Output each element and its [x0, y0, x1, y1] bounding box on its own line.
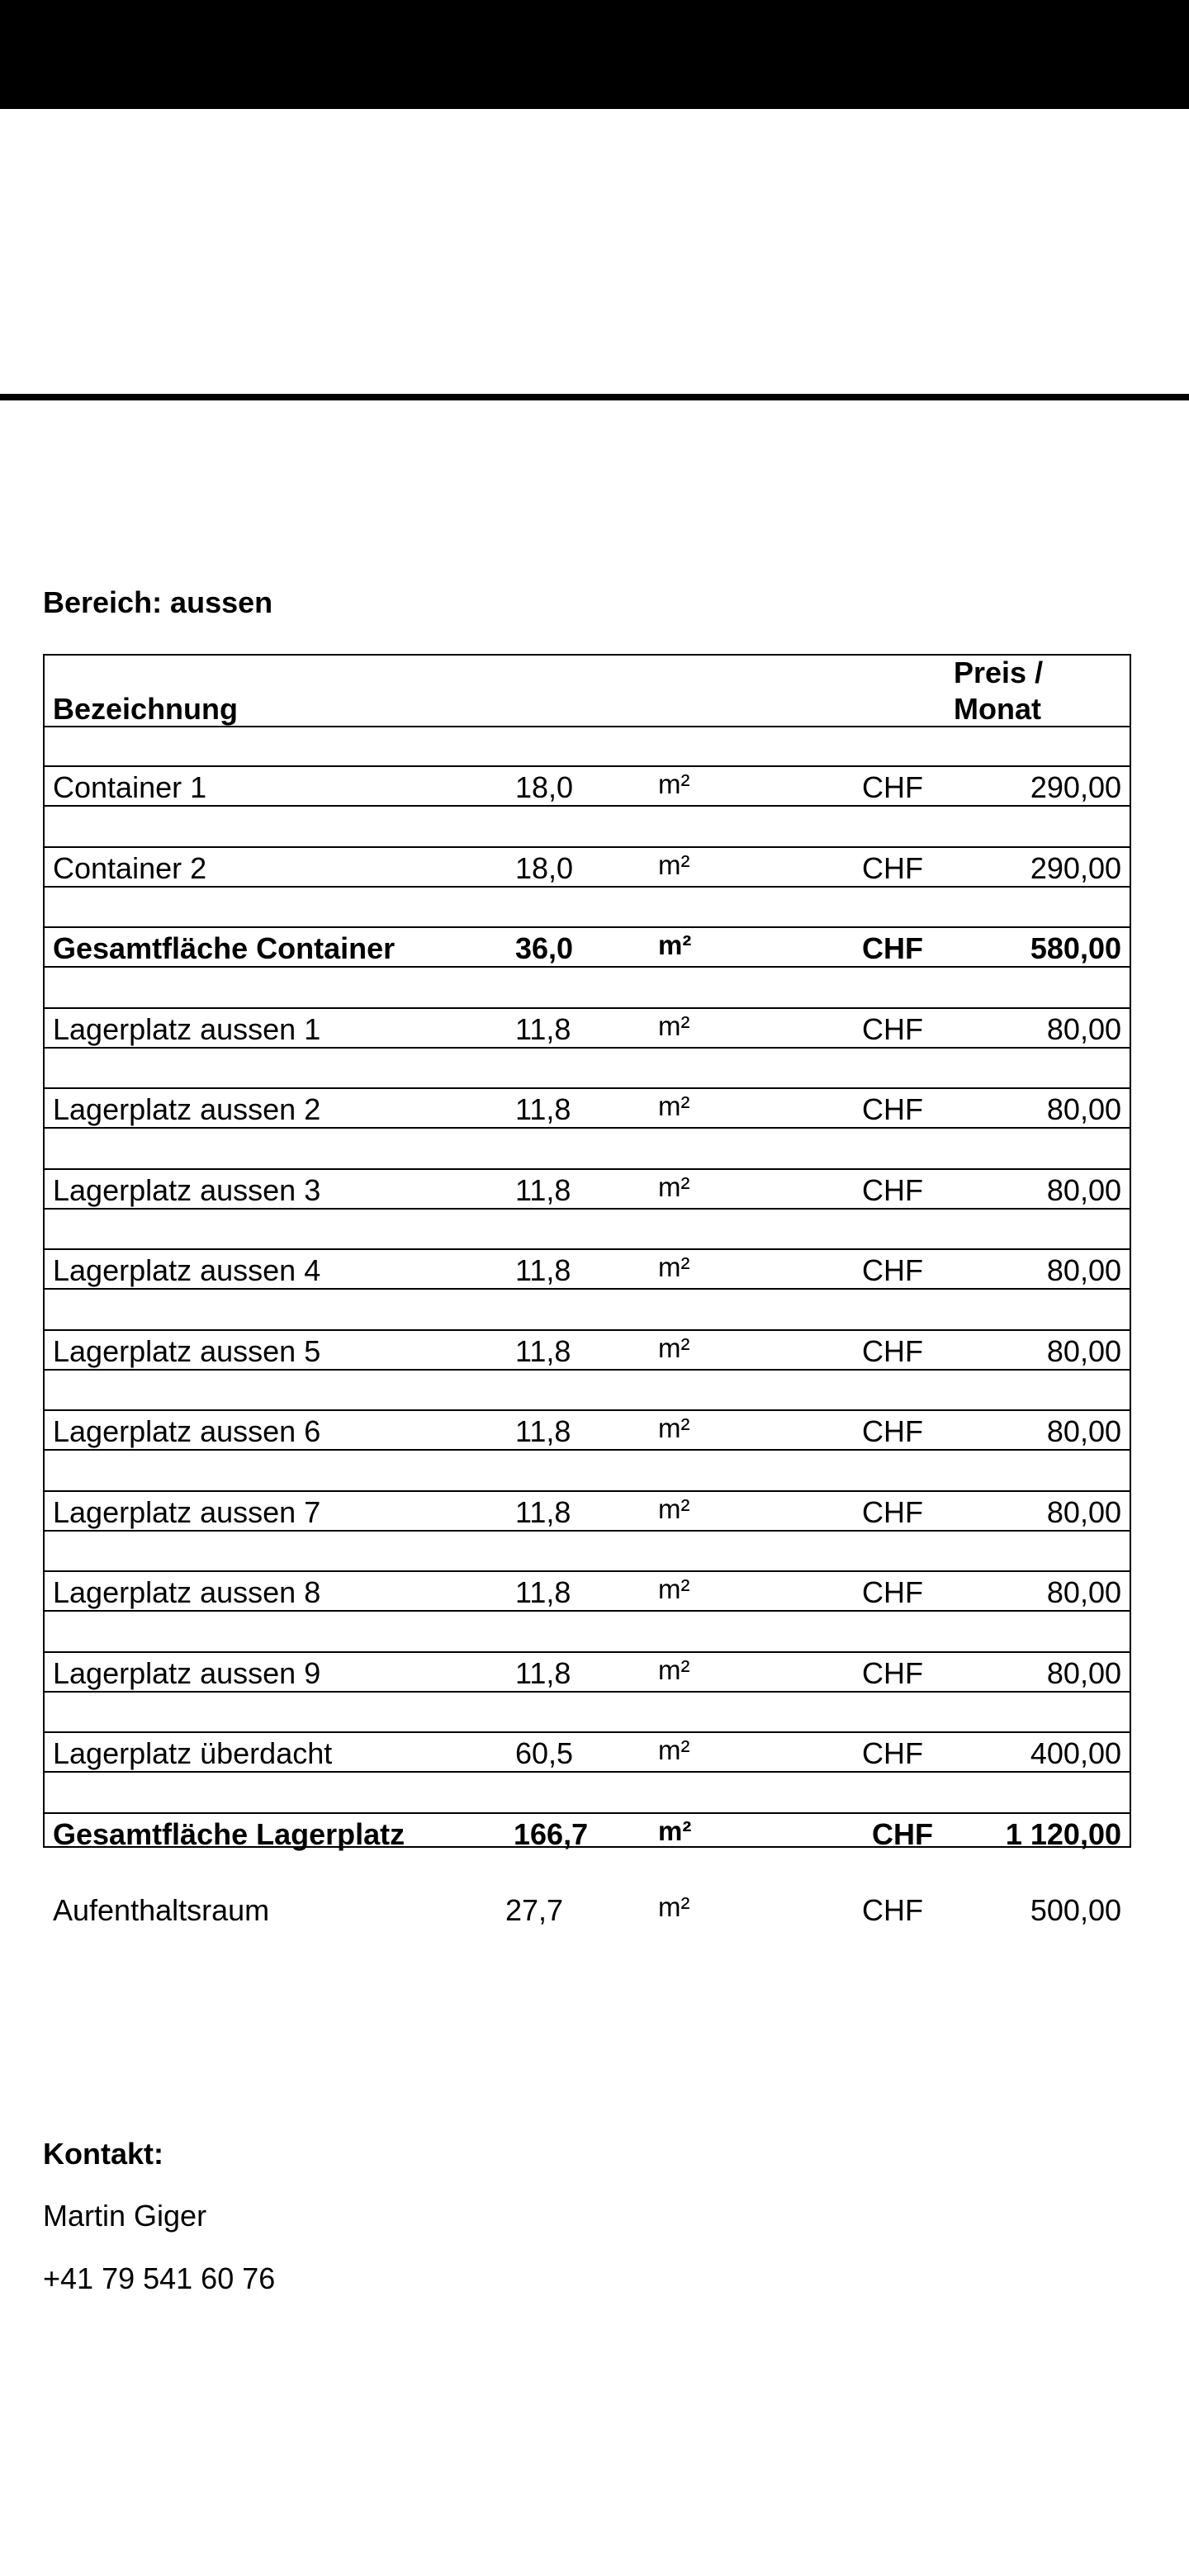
row-price: 580,00: [1030, 931, 1121, 965]
row-price: 290,00: [1030, 770, 1121, 804]
row-currency: CHF: [862, 1656, 923, 1690]
row-currency: CHF: [862, 1414, 923, 1448]
row-unit: m²: [658, 1091, 690, 1121]
row-price: 80,00: [1046, 1092, 1121, 1126]
contact-name: Martin Giger: [43, 2199, 207, 2233]
row-divider: [43, 1127, 1131, 1129]
row-name: Lagerplatz aussen 9: [53, 1656, 321, 1690]
extra-row-name: Aufenthaltsraum: [53, 1893, 270, 1927]
row-divider: [43, 1490, 1131, 1492]
row-currency: CHF: [862, 770, 923, 804]
row-area: 11,8: [515, 1656, 571, 1690]
row-name: Container 1: [53, 770, 207, 804]
row-currency: CHF: [872, 1817, 933, 1851]
row-name: Gesamtfläche Lagerplatz: [53, 1817, 405, 1851]
row-unit: m²: [658, 930, 692, 960]
row-currency: CHF: [862, 931, 923, 965]
row-area: 18,0: [515, 851, 574, 885]
extra-row-currency: CHF: [862, 1893, 923, 1927]
row-price: 80,00: [1046, 1173, 1121, 1207]
extra-row-area: 27,7: [505, 1893, 564, 1927]
row-price: 1 120,00: [1005, 1817, 1121, 1851]
row-divider: [43, 1691, 1131, 1693]
section-title: Bereich: aussen: [43, 585, 273, 619]
row-area: 11,8: [515, 1092, 571, 1126]
row-name: Lagerplatz aussen 2: [53, 1092, 321, 1126]
row-unit: m²: [658, 1011, 690, 1041]
contact-title: Kontakt:: [43, 2137, 163, 2171]
header-name: Bezeichnung: [53, 692, 239, 726]
row-area: 18,0: [515, 770, 574, 804]
row-area: 11,8: [515, 1495, 571, 1529]
row-unit: m²: [658, 1252, 690, 1282]
row-divider: [43, 1329, 1131, 1331]
row-divider: [43, 1610, 1131, 1612]
contact-phone: +41 79 541 60 76: [43, 2261, 276, 2295]
header-divider: [43, 726, 1131, 727]
row-divider: [43, 1047, 1131, 1049]
row-unit: m²: [658, 1172, 690, 1202]
row-divider: [43, 1731, 1131, 1733]
row-divider: [43, 1007, 1131, 1009]
row-divider: [43, 1369, 1131, 1371]
row-name: Lagerplatz aussen 7: [53, 1495, 321, 1529]
row-unit: m²: [658, 1333, 690, 1363]
row-currency: CHF: [862, 1092, 923, 1126]
row-divider: [43, 886, 1131, 888]
row-divider: [43, 966, 1131, 968]
row-currency: CHF: [862, 1334, 923, 1368]
row-currency: CHF: [862, 1173, 923, 1207]
row-currency: CHF: [862, 1575, 923, 1609]
row-price: 80,00: [1046, 1575, 1121, 1609]
row-divider: [43, 1530, 1131, 1532]
row-divider: [43, 1087, 1131, 1089]
row-price: 80,00: [1046, 1012, 1121, 1046]
row-divider: [43, 926, 1131, 928]
row-area: 36,0: [515, 931, 574, 965]
divider-rule: [0, 394, 1189, 400]
row-price: 80,00: [1046, 1414, 1121, 1448]
top-bar: [0, 0, 1189, 109]
row-divider: [43, 1168, 1131, 1170]
row-price: 80,00: [1046, 1253, 1121, 1287]
row-unit: m²: [658, 1735, 690, 1765]
row-divider: [43, 1812, 1131, 1814]
row-area: 11,8: [515, 1414, 571, 1448]
row-area: 11,8: [515, 1253, 571, 1287]
row-unit: m²: [658, 769, 690, 799]
header-price-line2: Monat: [954, 692, 1041, 726]
row-area: 11,8: [515, 1012, 571, 1046]
row-price: 80,00: [1046, 1334, 1121, 1368]
row-name: Lagerplatz aussen 5: [53, 1334, 321, 1368]
row-area: 11,8: [515, 1575, 571, 1609]
row-divider: [43, 1449, 1131, 1451]
row-currency: CHF: [862, 1736, 923, 1770]
row-unit: m²: [658, 1413, 690, 1443]
row-price: 80,00: [1046, 1495, 1121, 1529]
row-unit: m²: [658, 1816, 692, 1846]
row-area: 166,7: [514, 1817, 589, 1851]
row-name: Container 2: [53, 851, 207, 885]
row-unit: m²: [658, 1655, 690, 1685]
row-area: 11,8: [515, 1334, 571, 1368]
row-unit: m²: [658, 850, 690, 880]
row-divider: [43, 1248, 1131, 1250]
row-currency: CHF: [862, 1495, 923, 1529]
row-name: Lagerplatz aussen 8: [53, 1575, 321, 1609]
row-divider: [43, 805, 1131, 807]
row-area: 11,8: [515, 1173, 571, 1207]
row-price: 400,00: [1030, 1736, 1121, 1770]
row-unit: m²: [658, 1494, 690, 1524]
row-divider: [43, 1409, 1131, 1411]
row-name: Gesamtfläche Container: [53, 931, 396, 965]
row-name: Lagerplatz aussen 1: [53, 1012, 321, 1046]
row-divider: [43, 1570, 1131, 1572]
extra-row-price: 500,00: [1030, 1893, 1121, 1927]
row-name: Lagerplatz aussen 6: [53, 1414, 321, 1448]
row-name: Lagerplatz aussen 3: [53, 1173, 321, 1207]
row-price: 290,00: [1030, 851, 1121, 885]
row-divider: [43, 1651, 1131, 1653]
row-divider: [43, 1288, 1131, 1290]
row-divider: [43, 1771, 1131, 1773]
row-currency: CHF: [862, 1253, 923, 1287]
row-divider: [43, 765, 1131, 767]
extra-row-unit: m²: [658, 1892, 690, 1922]
row-currency: CHF: [862, 851, 923, 885]
row-divider: [43, 1208, 1131, 1210]
row-unit: m²: [658, 1574, 690, 1604]
row-area: 60,5: [515, 1736, 574, 1770]
header-price-line1: Preis /: [954, 656, 1044, 689]
row-price: 80,00: [1046, 1656, 1121, 1690]
row-name: Lagerplatz überdacht: [53, 1736, 333, 1770]
row-divider: [43, 846, 1131, 848]
row-currency: CHF: [862, 1012, 923, 1046]
row-name: Lagerplatz aussen 4: [53, 1253, 321, 1287]
